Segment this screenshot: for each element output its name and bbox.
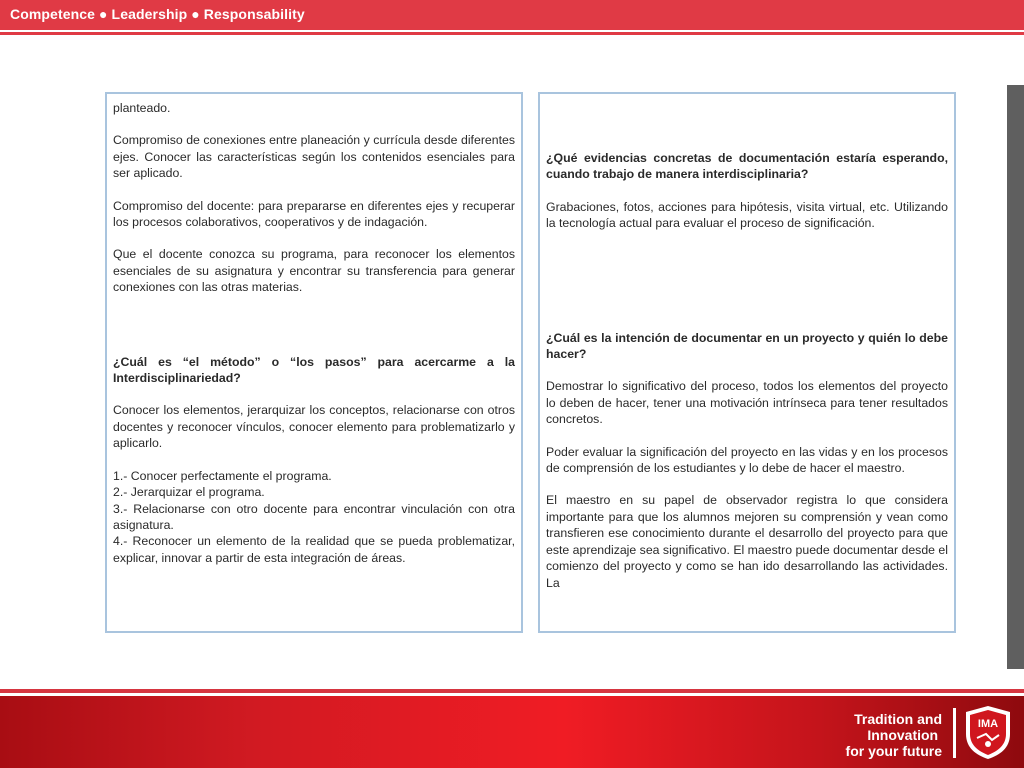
header-bar bbox=[0, 0, 1024, 30]
paragraph: planteado. bbox=[113, 101, 171, 115]
paragraph: El maestro en su papel de observador registra lo que considera importante para que los alumnos mejoren su comprensión y vean como transfieren ese conocimiento durante el desarrollo del proyecto para que este aprendizaje sea significativo. El maestro puede documentar desde el comienzo del proyecto y como se han ido desarrollando las actividades. La bbox=[546, 493, 948, 590]
paragraph: Poder evaluar la significación del proyecto en las vidas y en los procesos de comprensión de los estudiantes y lo debe de hacer el maestro. bbox=[546, 444, 948, 476]
logo-divider bbox=[953, 708, 956, 758]
paragraph: Grabaciones, fotos, acciones para hipótesis, visita virtual, etc. Utilizando la tecnología actual para evaluar el proceso de significación. bbox=[546, 199, 948, 231]
paragraph: Compromiso del docente: para prepararse en diferentes ejes y recuperar los procesos colaborativos, cooperativos y de indagación. bbox=[113, 198, 515, 230]
footer-bar bbox=[0, 696, 1024, 768]
list-item: 4.- Reconocer un elemento de la realidad que se pueda problematizar, explicar, innovar a partir de esta integración de áreas. bbox=[113, 534, 515, 565]
tagline-line: Innovation bbox=[867, 727, 942, 743]
list-item: 3.- Relacionarse con otro docente para encontrar vinculación con otra asignatura. bbox=[113, 501, 515, 532]
tagline-line: Tradition and bbox=[854, 711, 942, 727]
question-heading: ¿Qué evidencias concretas de documentación estaría esperando, cuando trabajo de manera interdisciplinaria? bbox=[546, 151, 948, 182]
paragraph: Conocer los elementos, jerarquizar los conceptos, relacionarse con otros docentes y reconocer vínculos, conocer elemento para problematizarlo y aplicarlo. bbox=[113, 403, 515, 451]
list-item: 1.- Conocer perfectamente el programa. bbox=[113, 468, 332, 483]
side-scrollbar[interactable] bbox=[1007, 85, 1024, 669]
svg-text:IMA: IMA bbox=[977, 718, 999, 730]
header-divider-red bbox=[0, 32, 1024, 35]
header-slogan: Competence ● Leadership ● Responsability bbox=[10, 6, 305, 22]
paragraph: Que el docente conozca su programa, para reconocer los elementos esenciales de su asignatura y encontrar su transferencia para generar conexiones con las otras materias. bbox=[113, 247, 515, 295]
right-text-panel bbox=[538, 92, 956, 633]
question-heading: ¿Cuál es “el método” o “los pasos” para acercarme a la Interdisciplinariedad? bbox=[113, 354, 515, 386]
left-text-panel bbox=[105, 92, 523, 633]
paragraph: Compromiso de conexiones entre planeación y currícula desde diferentes ejes. Conocer las características según los contenidos esenciales para ser aplicado. bbox=[113, 133, 515, 181]
footer-tagline bbox=[846, 711, 942, 759]
question-heading: ¿Cuál es la intención de documentar en un proyecto y quién lo debe hacer? bbox=[546, 330, 948, 362]
paragraph: Demostrar lo significativo del proceso, todos los elementos del proyecto lo deben de hacer, tener una motivación intrínseca para tener resultados concretos. bbox=[546, 379, 948, 427]
ima-shield-logo-icon bbox=[962, 704, 1014, 760]
tagline-line: for your future bbox=[845, 743, 942, 759]
list-item: 2.- Jerarquizar el programa. bbox=[113, 485, 265, 500]
